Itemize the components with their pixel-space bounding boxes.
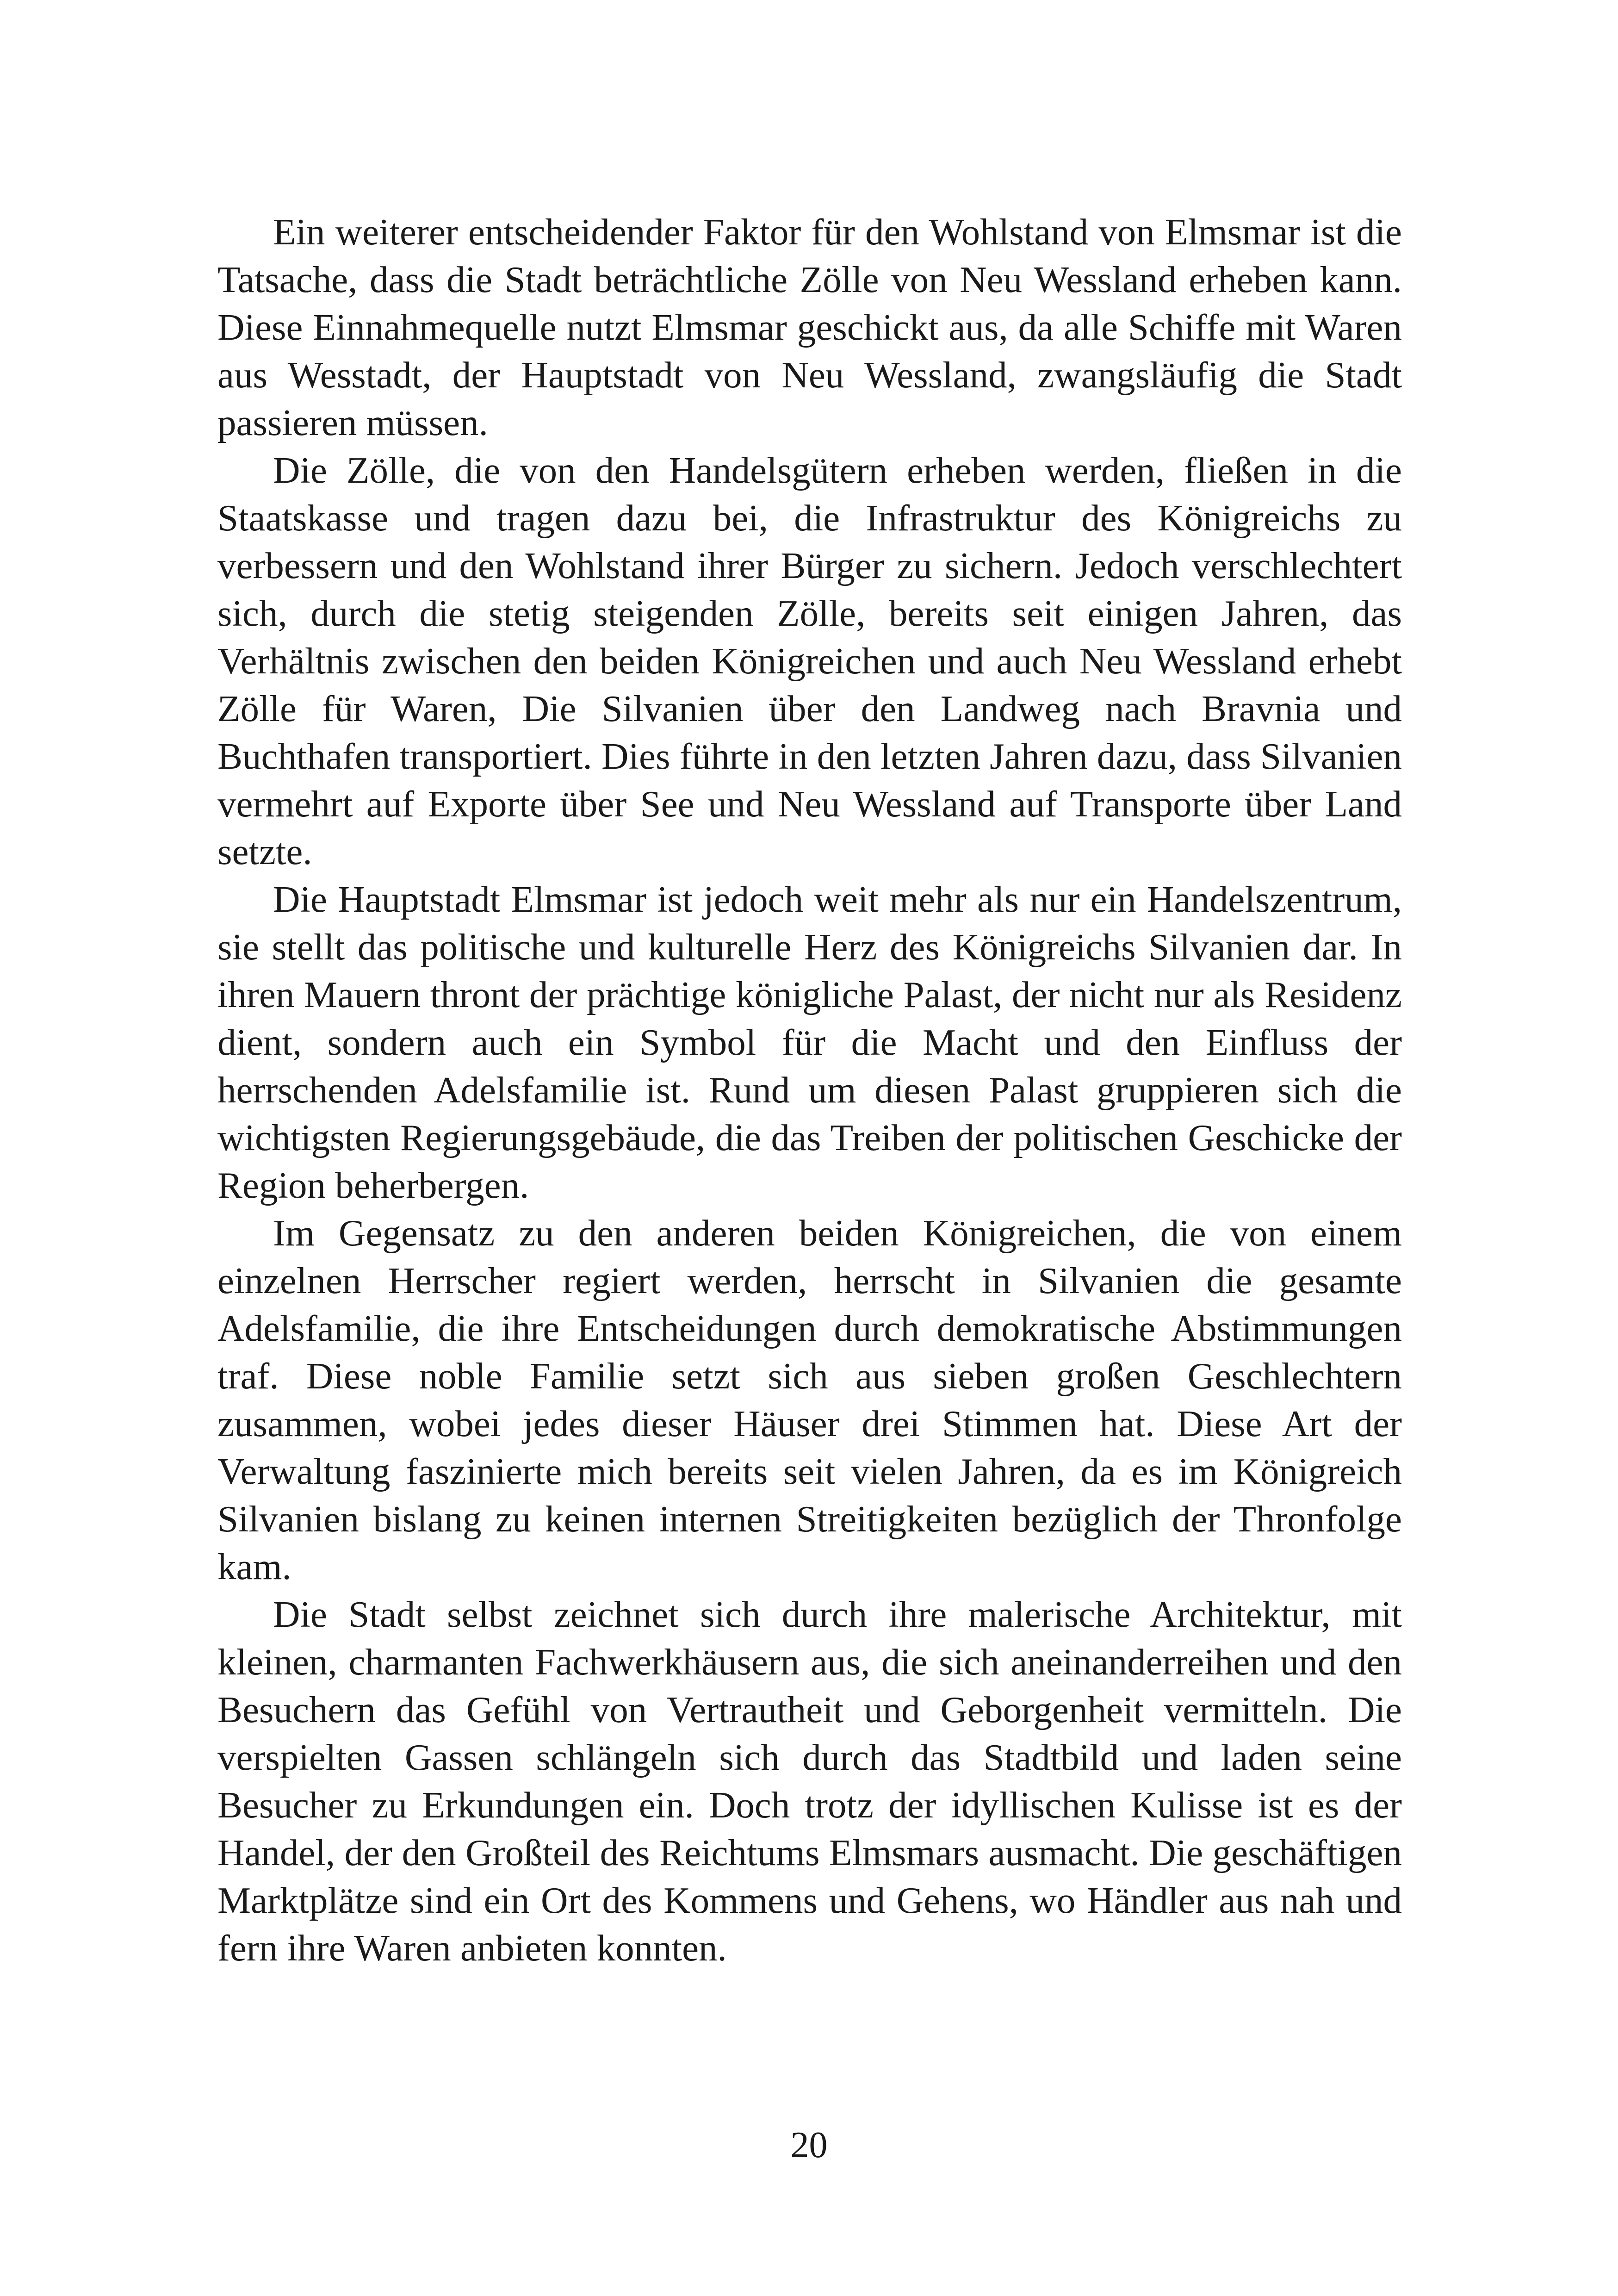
body-text (217, 208, 1402, 1972)
paragraph: Im Gegensatz zu den anderen beiden Königreichen, die von einem einzelnen Herrscher regiert werden, herrscht in Silvanien die gesamte Adelsfamilie, die ihre Entscheidungen durch demokratische Abstimmungen traf. Diese noble Familie setzt sich aus sieben großen Geschlechtern zusammen, wobei jedes dieser Häuser drei Stimmen hat. Diese Art der Verwaltung faszinierte mich bereits seit vielen Jahren, da es im Königreich Silvanien bislang zu keinen internen Streitigkeiten bezüglich der Thronfolge kam. (217, 1212, 1402, 1587)
paragraph: Ein weiterer entscheidender Faktor für den Wohlstand von Elmsmar ist die Tatsache, dass die Stadt beträchtliche Zölle von Neu Wessland erheben kann. Diese Einnahmequelle nutzt Elmsmar geschickt aus, da alle Schiffe mit Waren aus Wesstadt, der Hauptstadt von Neu Wessland, zwangsläufig die Stadt passieren müssen. (217, 211, 1402, 443)
paragraph: Die Hauptstadt Elmsmar ist jedoch weit mehr als nur ein Handelszentrum, sie stellt das politische und kulturelle Herz des Königreichs Silvanien dar. In ihren Mauern thront der prächtige königliche Palast, der nicht nur als Residenz dient, sondern auch ein Symbol für die Macht und den Einfluss der herrschenden Adelsfamilie ist. Rund um diesen Palast gruppieren sich die wichtigsten Regierungsgebäude, die das Treiben der politischen Geschicke der Region beherbergen. (217, 878, 1402, 1206)
page-number: 20 (790, 2125, 828, 2165)
paragraph: Die Stadt selbst zeichnet sich durch ihre malerische Architektur, mit kleinen, charmanten Fachwerkhäusern aus, die sich aneinanderreihen und den Besuchern das Gefühl von Vertrautheit und Geborgenheit vermitteln. Die verspielten Gassen schlängeln sich durch das Stadtbild und laden seine Besucher zu Erkundungen ein. Doch trotz der idyllischen Kulisse ist es der Handel, der den Großteil des Reichtums Elmsmars ausmacht. Die geschäftigen Marktplätze sind ein Ort des Kommens und Gehens, wo Händler aus nah und fern ihre Waren anbieten konnten. (217, 1593, 1402, 1969)
paragraph: Die Zölle, die von den Handelsgütern erheben werden, fließen in die Staatskasse und tragen dazu bei, die Infrastruktur des Königreichs zu verbessern und den Wohlstand ihrer Bürger zu sichern. Jedoch verschlechtert sich, durch die stetig steigenden Zölle, bereits seit einigen Jahren, das Verhältnis zwischen den beiden Königreichen und auch Neu Wessland erhebt Zölle für Waren, Die Silvanien über den Landweg nach Bravnia und Buchthafen transportiert. Dies führte in den letzten Jahren dazu, dass Silvanien vermehrt auf Exporte über See und Neu Wessland auf Transporte über Land setzte. (217, 449, 1402, 872)
